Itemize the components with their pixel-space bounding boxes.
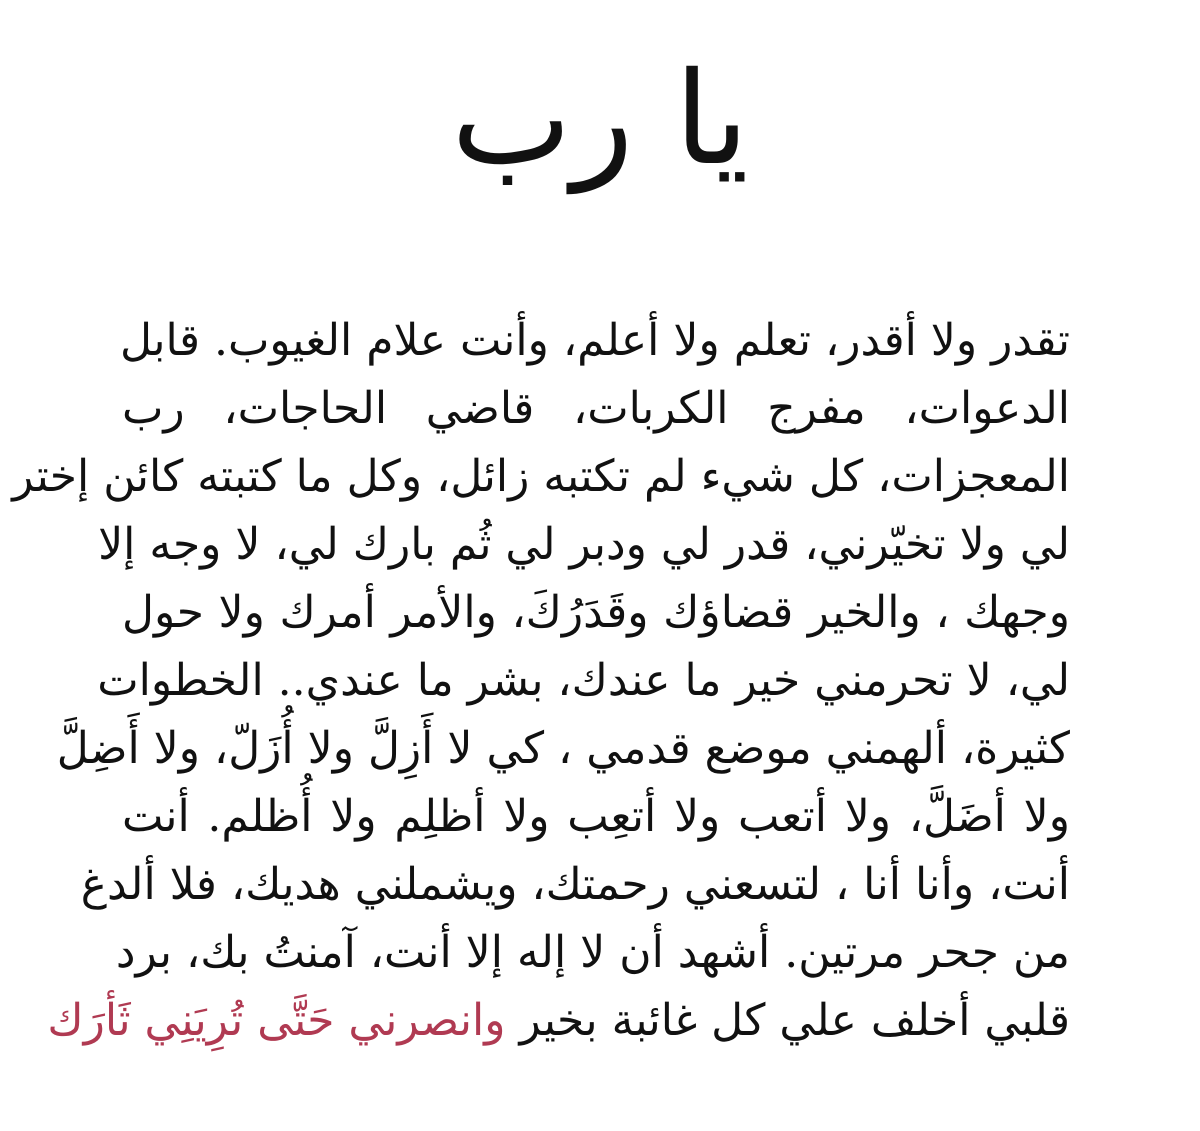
text-line: الدعوات، مفرج الكربات، قاضي الحاجات، رب — [122, 383, 1070, 434]
text-line: ولا أضَلَّ، ولا أتعب ولا أتعِب ولا أظلِم ولا أُظلم. أنت — [122, 791, 1070, 842]
text-line: وجهك ، والخير قضاؤك وقَدَرُكَ، والأمر أمرك ولا حول — [122, 587, 1070, 638]
text-line: المعجزات، كل شيء لم تكتبه زائل، وكل ما كتبته كائن إختر — [12, 451, 1070, 502]
prayer-text — [12, 307, 1070, 1055]
text-line: أنت، وأنا أنا ، لتسعني رحمتك، ويشملني هديك، فلا ألدغ — [80, 859, 1070, 910]
text-line: لي، لا تحرمني خير ما عندك، بشر ما عندي.. الخطوات — [97, 655, 1070, 706]
text-line-last — [47, 987, 1070, 1055]
text-line: كثيرة، ألهمني موضع قدمي ، كي لا أَزِلَّ ولا أُزَلّ، ولا أَضِلَّ — [56, 723, 1070, 774]
highlighted-text: وانصرني حَتَّى تُرِيَنِي ثَأرَك — [47, 995, 506, 1046]
text-line: من جحر مرتين. أشهد أن لا إله إلا أنت، آمنتُ بك، برد — [115, 927, 1070, 978]
text-line: تقدر ولا أقدر، تعلم ولا أعلم، وأنت علام الغيوب. قابل — [119, 315, 1070, 366]
text-line: لي ولا تخيّرني، قدر لي ودبر لي ثُم بارك لي، لا وجه إلا — [98, 519, 1070, 570]
page-title: يا رب — [451, 45, 749, 194]
last-line-plain-text: قلبي أخلف علي كل غائبة بخير — [505, 995, 1070, 1046]
